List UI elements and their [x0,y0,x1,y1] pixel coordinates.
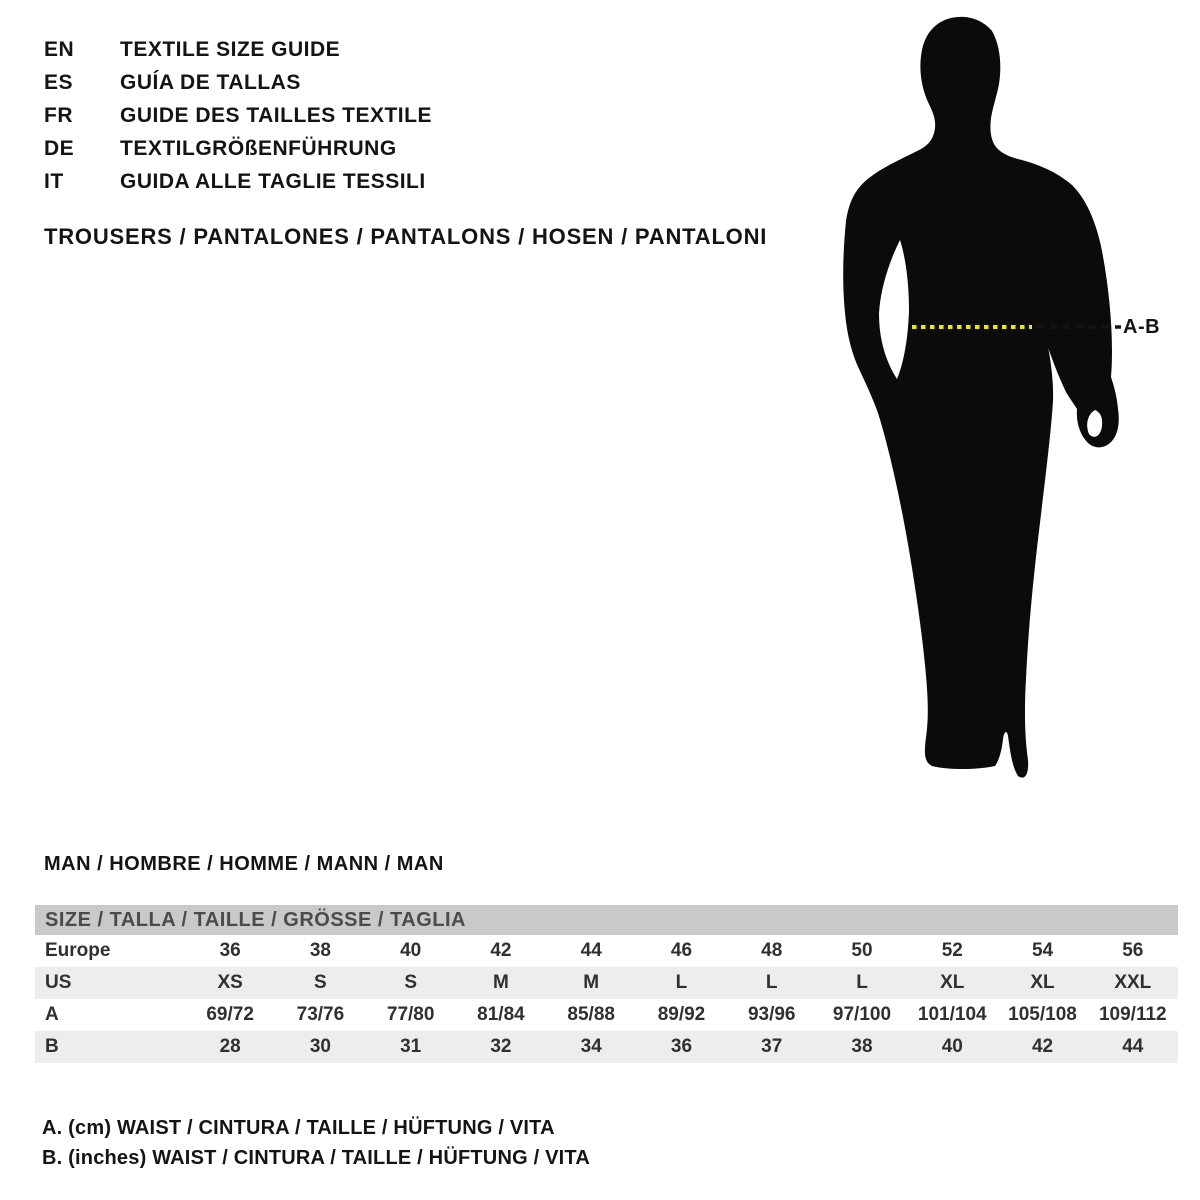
footnotes [42,1113,590,1173]
size-value: S [404,972,417,993]
size-value: 97/100 [832,1004,892,1025]
language-code: DE [44,136,75,160]
size-value: XXL [1114,972,1152,993]
size-value: 30 [309,1036,331,1057]
size-value: 105/108 [1008,1004,1077,1025]
size-table [35,905,1178,1063]
table-row [35,967,1178,999]
size-value: 48 [761,940,783,961]
size-value: 36 [670,1036,693,1057]
gender-heading: MAN / HOMBRE / HOMME / MANN / MAN [44,853,444,875]
language-title: GUIDA ALLE TAGLIE TESSILI [120,169,426,193]
category-title: TROUSERS / PANTALONES / PANTALONS / HOSEN / PANTALONI [44,224,768,249]
size-value: XL [1030,972,1055,993]
row-label: B [45,1036,59,1057]
size-value: 101/104 [917,1004,987,1025]
size-value: 54 [1031,940,1054,961]
table-row [35,1031,1178,1063]
size-value: 85/88 [567,1004,615,1025]
waist-measure-label: A-B [1123,316,1161,338]
language-title: TEXTILE SIZE GUIDE [120,37,341,61]
size-value: 69/72 [206,1004,254,1025]
size-value: 81/84 [477,1004,525,1025]
language-row [44,99,432,132]
size-table-rows [35,935,1178,1063]
size-value: 77/80 [386,1004,435,1025]
size-value: 109/112 [1098,1004,1167,1025]
size-value: XL [940,972,965,993]
size-value: 37 [761,1036,783,1057]
size-value: 42 [1031,1036,1054,1057]
size-value: 40 [400,940,422,961]
footnote-inches: B. (inches) WAIST / CINTURA / TAILLE / HÜFTUNG / VITA [42,1147,590,1169]
size-value: 44 [1122,1036,1144,1057]
size-value: M [493,972,509,993]
size-value: 89/92 [657,1004,706,1025]
size-value: 32 [490,1036,512,1057]
size-value: L [856,972,868,993]
language-row [44,33,432,66]
size-table-header: SIZE / TALLA / TAILLE / GRÖSSE / TAGLIA [35,905,1178,935]
size-value: 40 [941,1036,963,1057]
language-row [44,165,432,198]
language-row [44,132,432,165]
size-value: 34 [580,1036,602,1057]
language-title: GUÍA DE TALLAS [120,70,301,94]
silhouette-body [843,17,1119,778]
language-code: EN [44,37,75,61]
language-code: ES [44,70,74,94]
size-value: L [765,972,778,993]
language-title: TEXTILGRÖßENFÜHRUNG [120,136,397,160]
table-row [35,999,1178,1031]
row-label: US [45,972,72,993]
size-value: 93/96 [747,1004,796,1025]
language-title: GUIDE DES TAILLES TEXTILE [120,103,432,127]
size-value: 44 [580,940,602,961]
size-value: 50 [851,940,873,961]
language-code: IT [44,169,64,193]
table-row [35,935,1178,967]
size-value: 42 [490,940,512,961]
size-value: S [314,972,327,993]
size-value: 38 [851,1036,873,1057]
size-value: 36 [219,940,241,961]
size-value: 31 [400,1036,422,1057]
language-guide-list [44,33,432,198]
language-code: FR [44,103,73,127]
size-value: 52 [941,940,963,961]
size-value: L [675,972,688,993]
size-value: 46 [670,940,693,961]
size-value: 38 [309,940,331,961]
language-row [44,66,432,99]
footnote-cm: A. (cm) WAIST / CINTURA / TAILLE / HÜFTUNG / VITA [42,1117,555,1139]
size-value: 28 [219,1036,241,1057]
size-value: 73/76 [296,1004,345,1025]
size-value: M [583,972,600,993]
size-value: XS [217,972,243,993]
row-label: Europe [45,940,111,961]
row-label: A [45,1004,59,1025]
male-silhouette-figure [835,5,1135,781]
size-value: 56 [1122,940,1144,961]
